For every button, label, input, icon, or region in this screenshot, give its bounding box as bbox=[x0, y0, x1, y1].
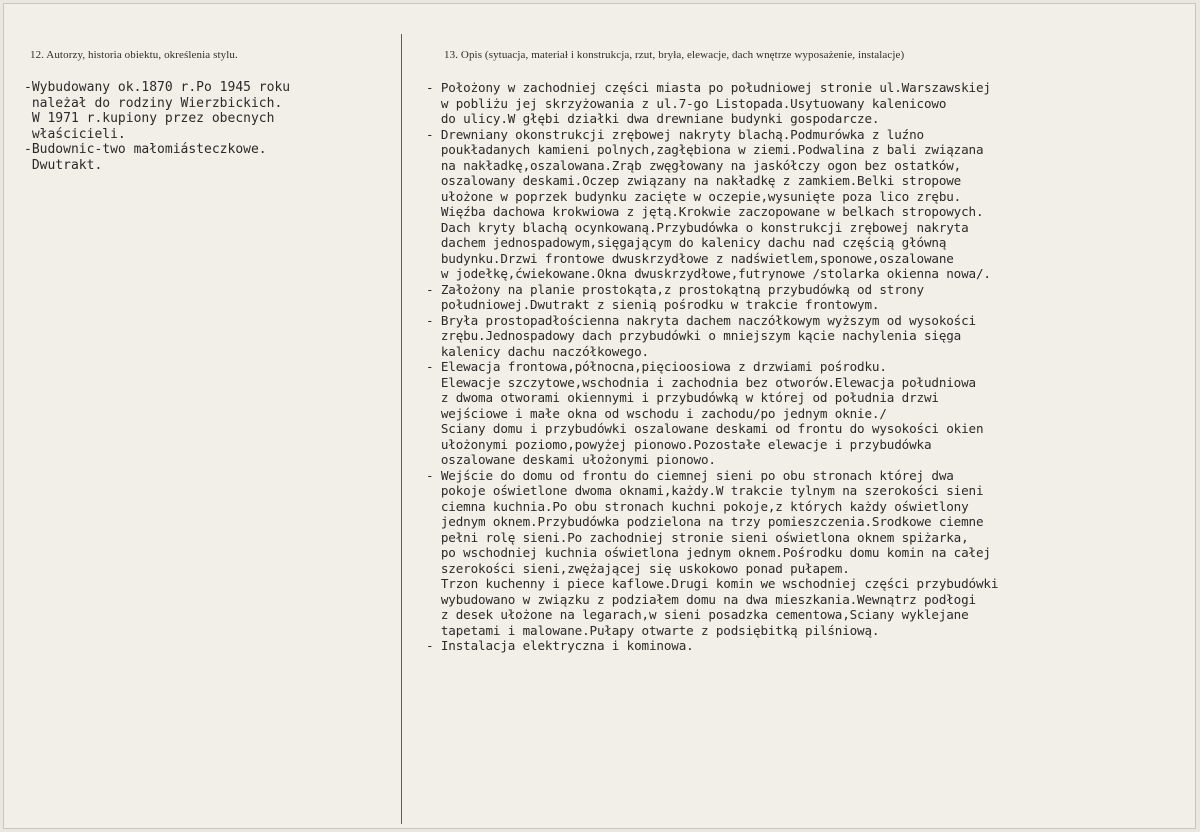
document-sheet bbox=[3, 3, 1196, 829]
column-divider bbox=[401, 34, 402, 824]
left-column-text: -Wybudowany ok.1870 r.Po 1945 roku należał do rodziny Wierzbickich. W 1971 r.kupiony przez obecnych właścicieli. -Budownic-two małomiásteczkowe. Dwutrakt. bbox=[24, 80, 291, 173]
right-column-text: - Położony w zachodniej części miasta po południowej stronie ul.Warszawskiej w pobliżu jej skrzyżowania z ul.7-go Listopada.Usytuowany kalenicowo do ulicy.W głębi działki dwa drewniane budynki gospodarcze. - Drewniany okonstrukcji zrębowej nakryty blachą.Podmurówka z luźno poukładanych kamieni polnych,zagłębiona w ziemi.Podwalina z bali związana na nakładkę,oszalowana.Zrąb zwęgłowany na jaskółczy ogon bez ostatków, oszalowany deskami.Oczep związany na nakładkę z zamkiem.Belki stropowe ułożone w poprzek budynku zacięte w oczepie,wysunięte poza lico zrębu. Więźba dachowa krokwiowa z jętą.Krokwie zaczopowane w belkach stropowych. Dach kryty blachą ocynkowaną.Przybudówka o konstrukcji zrębowej nakryta dachem jednospadowym,sięgającym do kalenicy dachu nad częścią główną budynku.Drzwi frontowe dwuskrzydłowe z nadświetlem,sponowe,oszalowane w jodełkę,ćwiekowane.Okna dwuskrzydłowe,futrynowe /stolarka okienna nowa/. - Założony na planie prostokąta,z prostokątną przybudówką od strony południowej.Dwutrakt z sienią pośrodku w trakcie frontowym. - Bryła prostopadłościenna nakryta dachem naczółkowym wyższym od wysokości zrębu.Jednospadowy dach przybudówki o mniejszym kącie nachylenia sięga kalenicy dachu naczółkowego. - Elewacja frontowa,północna,pięcioosiowa z drzwiami pośrodku. Elewacje szczytowe,wschodnia i zachodnia bez otworów.Elewacja południowa z dwoma otworami okiennymi i przybudówką w której od południa drzwi wejściowe i małe okna od wschodu i zachodu/po jednym oknie./ Sciany domu i przybudówki oszalowane deskami od frontu do wysokości okien ułożonymi poziomo,powyżej pionowo.Pozostałe elewacje i przybudówka oszalowane deskami ułożonymi pionowo. - Wejście do domu od frontu do ciemnej sieni po obu stronach której dwa pokoje oświetlone dwoma oknami,każdy.W trakcie tylnym na szerokości sieni ciemna kuchnia.Po obu stronach kuchni pokoje,z których każdy oświetlony jednym oknem.Przybudówka podzielona na trzy pomieszczenia.Srodkowe ciemne pełni rolę sieni.Po zachodniej stronie sieni oświetlona oknem spiżarka, po wschodniej kuchnia oświetlona jednym oknem.Pośrodku domu komin na całej szerokości sieni,zwężającej się uskokowo ponad pułapem. Trzon kuchenny i piece kaflowe.Drugi komin we wschodniej części przybudówki wybudowano w związku z podziałem domu na dwa mieszkania.Wewnątrz podłogi z desek ułożone na legarach,w sieni posadzka cementowa,Sciany wyklejane tapetami i malowane.Pułapy otwarte z podsiębitką pilśniową. - Instalacja elektryczna i kominowa. bbox=[426, 80, 999, 653]
left-column-header: 12. Autorzy, historia obiektu, określenia stylu. bbox=[30, 49, 238, 61]
right-column-header: 13. Opis (sytuacja, materiał i konstrukcja, rzut, bryła, elewacje, dach wnętrze wyposażenie, instalacje) bbox=[444, 49, 905, 61]
